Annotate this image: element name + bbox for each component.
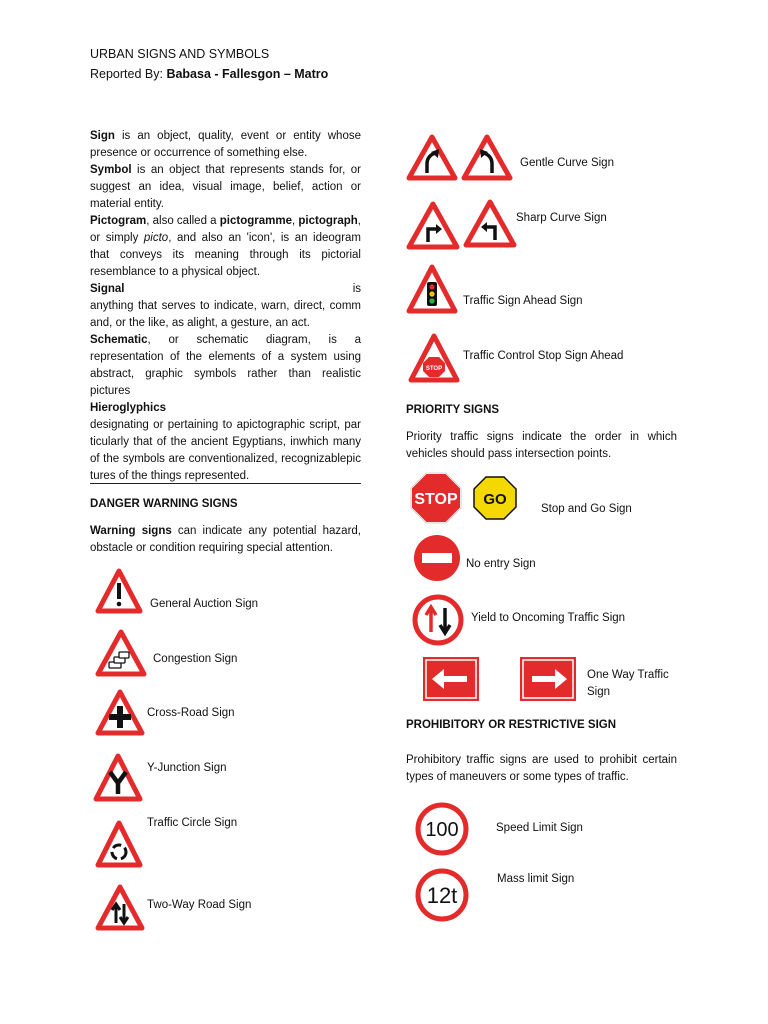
prohibitory-heading: PROHIBITORY OR RESTRICTIVE SIGN <box>406 719 617 731</box>
one-way-left-sign-icon <box>423 657 479 701</box>
go-sign-text: GO <box>483 491 507 508</box>
congestion-label: Congestion Sign <box>153 653 238 665</box>
danger-heading: DANGER WARNING SIGNS <box>90 498 238 510</box>
sharp-curve-right-sign-icon <box>406 201 460 250</box>
stop-sign-text: STOP <box>414 491 458 508</box>
pictogram-sep: , <box>291 215 299 227</box>
schematic-term: Schematic <box>90 334 148 346</box>
yield-oncoming-sign-icon <box>412 594 464 646</box>
stop-ahead-label: Traffic Control Stop Sign Ahead <box>463 350 624 362</box>
congestion-sign-icon <box>95 629 147 677</box>
pictogram-definition <box>90 213 361 281</box>
pictogram-term: Pictogram <box>90 215 147 227</box>
traffic-circle-sign-icon <box>95 820 143 868</box>
picto-term: picto <box>143 232 169 244</box>
reported-by-prefix: Reported By: <box>90 67 167 81</box>
symbol-term: Symbol <box>90 164 132 176</box>
general-caution-sign-icon <box>95 568 143 614</box>
go-sign-icon <box>473 476 517 520</box>
mass-limit-value: 12t <box>426 883 458 908</box>
definitions-block <box>90 128 361 485</box>
one-way-label: One Way Traffic Sign <box>587 669 669 698</box>
signal-text: anything that serves to indicate, warn, direct, comm and, or the like, as alight, a gesture, an act. <box>90 300 361 329</box>
sign-term: Sign <box>90 130 115 142</box>
sharp-curve-label: Sharp Curve Sign <box>516 212 607 224</box>
yield-label: Yield to Oncoming Traffic Sign <box>471 612 626 624</box>
traffic-light-ahead-sign-icon <box>406 264 458 314</box>
schematic-text: , or schematic diagram, is a representation of the elements of a system using abstract, graphic symbols rather than realistic pictures <box>90 334 361 397</box>
traffic-circle-label: Traffic Circle Sign <box>147 817 238 829</box>
mass-limit-label: Mass limit Sign <box>497 873 575 885</box>
no-entry-sign-icon <box>413 534 461 582</box>
cross-road-sign-icon <box>95 689 145 736</box>
speed-limit-sign-icon <box>415 802 469 856</box>
two-way-road-label: Two-Way Road Sign <box>147 899 252 911</box>
reported-by <box>90 65 328 83</box>
pictogramme-term: pictogramme <box>219 215 292 227</box>
stop-sign-icon <box>410 472 462 524</box>
general-caution-label: General Auction Sign <box>150 598 259 610</box>
gentle-curve-label: Gentle Curve Sign <box>520 157 614 169</box>
sharp-curve-left-sign-icon <box>463 199 517 248</box>
symbol-definition <box>90 162 361 213</box>
speed-limit-label: Speed Limit Sign <box>496 822 583 834</box>
speed-limit-value: 100 <box>425 819 459 841</box>
cross-road-label: Cross-Road Sign <box>147 707 235 719</box>
signal-is: is <box>352 283 361 295</box>
danger-intro <box>90 523 361 557</box>
y-junction-label: Y-Junction Sign <box>147 762 227 774</box>
danger-intro-text: can indicate any potential hazard, obstacle or condition requiring special attention. <box>90 525 361 554</box>
stop-go-label: Stop and Go Sign <box>541 503 632 515</box>
gentle-curve-left-sign-icon <box>461 134 513 181</box>
signal-term: Signal <box>90 283 125 295</box>
sign-text: is an object, quality, event or entity whose presence or occurrence of something else. <box>90 130 361 159</box>
schematic-definition <box>90 332 361 400</box>
two-way-road-sign-icon <box>95 884 145 931</box>
priority-intro: Priority traffic signs indicate the order in which vehicles should pass intersection points. <box>406 431 677 460</box>
gentle-curve-right-sign-icon <box>406 134 458 181</box>
pictogram-text-2: , or simply <box>90 215 361 244</box>
hieroglyphics-text: designating or pertaining to apictographic script, par ticularly that of the ancient Egyptians, inwhich many of the symbols are conventionalized, recognizablepic tures of the things represented. <box>90 419 361 482</box>
signal-heading-line <box>90 281 361 298</box>
priority-heading: PRIORITY SIGNS <box>406 404 500 416</box>
stop-ahead-text: STOP <box>425 366 443 372</box>
reported-by-names: Babasa - Fallesgon – Matro <box>166 67 329 81</box>
one-way-right-sign-icon <box>520 657 576 701</box>
no-entry-label: No entry Sign <box>466 558 536 570</box>
prohibitory-intro: Prohibitory traffic signs are used to prohibit certain types of maneuvers or some types of traffic. <box>406 754 677 783</box>
pictogram-text-3: , and also an 'icon', is an ideogram that conveys its meaning through its pictorial resemblance to a physical object. <box>90 232 362 278</box>
traffic-ahead-label: Traffic Sign Ahead Sign <box>463 295 583 307</box>
symbol-text: is an object that represents stands for, or suggest an idea, visual image, belief, action or material entity. <box>90 164 361 210</box>
pictogram-text-1: , also called a <box>146 215 220 227</box>
sign-definition <box>90 128 361 162</box>
danger-intro-term: Warning signs <box>90 525 172 537</box>
hieroglyphics-term: Hieroglyphics <box>90 402 167 414</box>
y-junction-sign-icon <box>93 753 143 802</box>
pictograph-term: pictograph <box>298 215 358 227</box>
section-divider <box>90 483 361 484</box>
document-title: URBAN SIGNS AND SYMBOLS <box>90 47 270 61</box>
mass-limit-sign-icon <box>415 868 469 922</box>
stop-ahead-sign-icon <box>408 333 460 383</box>
